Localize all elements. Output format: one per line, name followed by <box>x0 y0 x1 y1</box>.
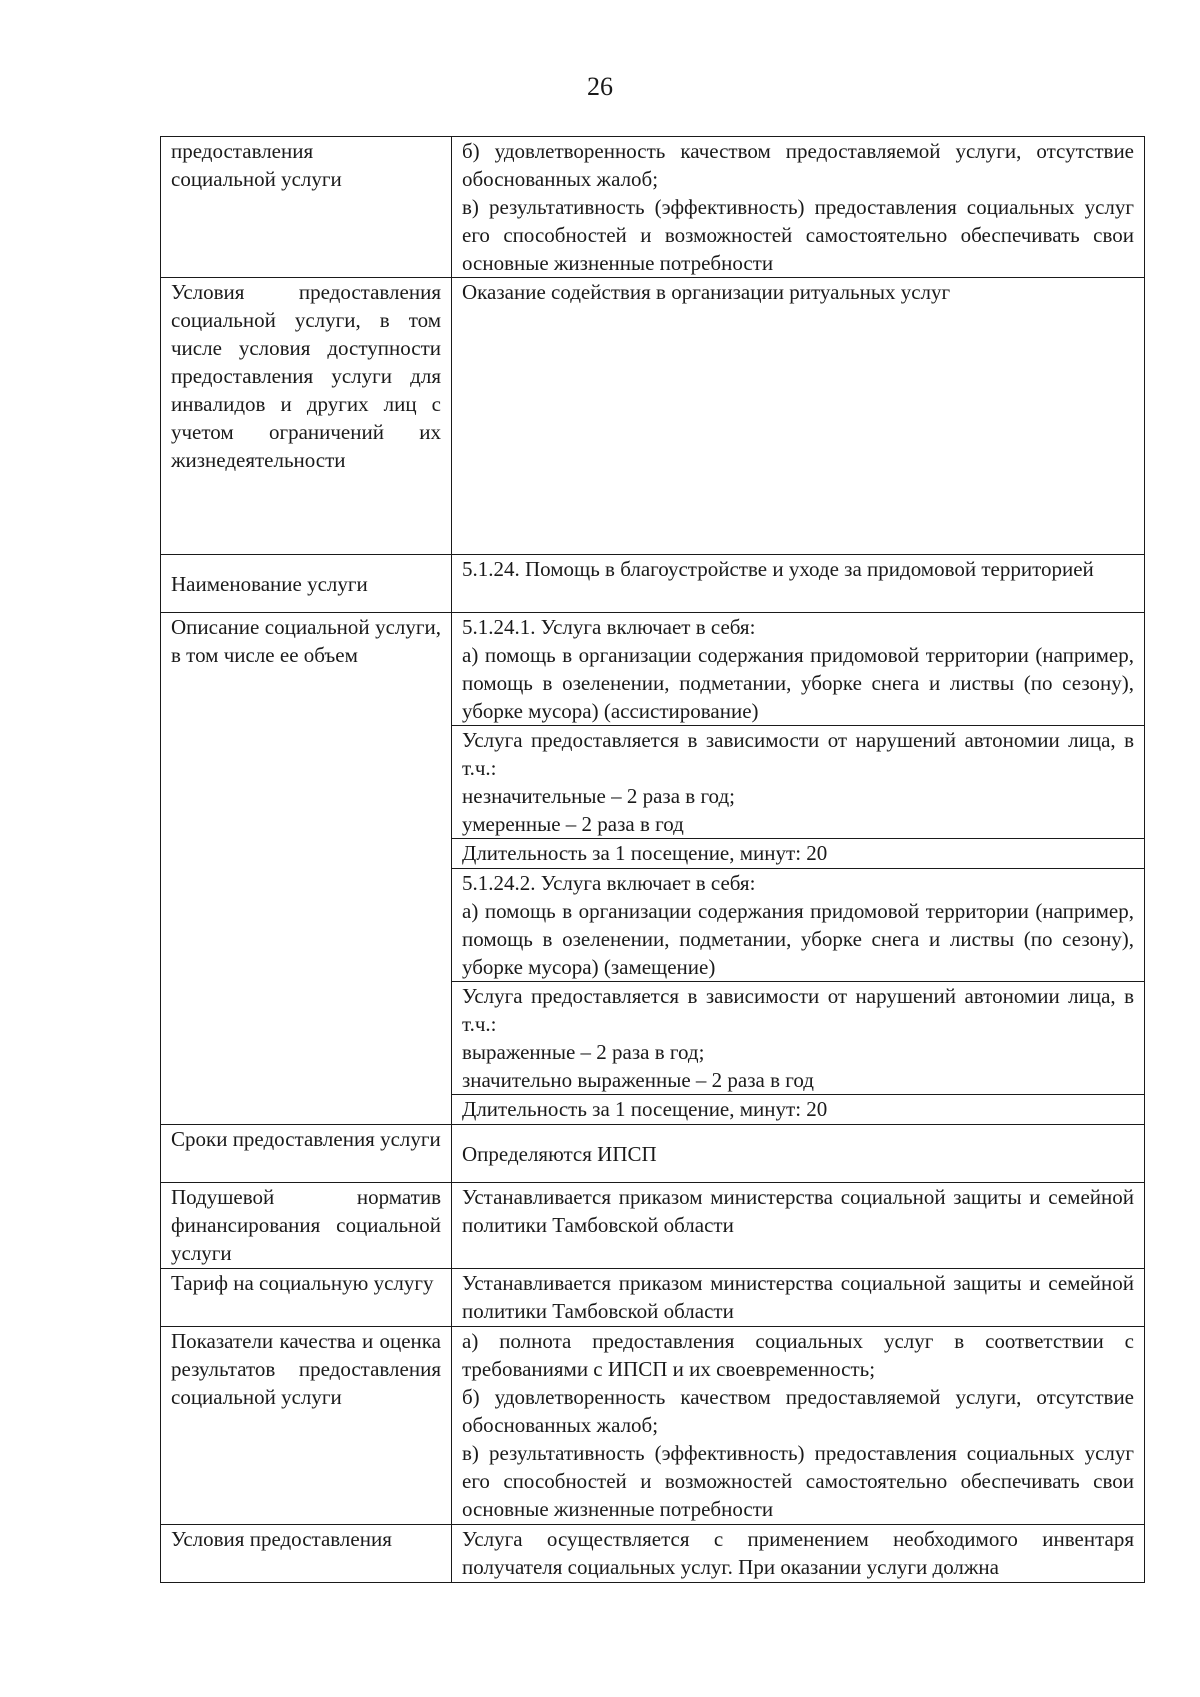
cell-text: Условия предоставления социальной услуги, в том числе условия доступности предоставления услуги для инвалидов и других лиц с учетом ограничений их жизнедеятельности <box>171 280 441 472</box>
table-row <box>161 1269 1145 1327</box>
cell-text: б) удовлетворенность качеством предоставляемой услуги, отсутствие обоснованных жалоб; <box>462 1385 1134 1437</box>
row-value-cell <box>452 982 1145 1095</box>
table-row <box>161 1183 1145 1269</box>
table-row <box>161 613 1145 726</box>
row-value-cell <box>452 1125 1145 1183</box>
cell-text: Услуга предоставляется в зависимости от нарушений автономии лица, в т.ч.: <box>462 984 1134 1036</box>
row-value-cell <box>452 869 1145 982</box>
row-label-cell <box>161 1269 452 1327</box>
row-value-cell <box>452 1327 1145 1525</box>
cell-text: а) помощь в организации содержания придомовой территории (например, помощь в озеленении, подметании, уборке снега и листвы (по сезону), уборке мусора) (замещение) <box>462 899 1134 979</box>
row-value-cell <box>452 1095 1145 1125</box>
cell-text: в) результативность (эффективность) предоставления социальных услуг его способностей и возможностей самостоятельно обеспечивать свои основные жизненные потребности <box>462 1441 1134 1521</box>
cell-text: 5.1.24.2. Услуга включает в себя: <box>462 871 756 895</box>
page-number: 26 <box>587 72 613 101</box>
row-label-cell <box>161 613 452 1125</box>
table-row <box>161 555 1145 613</box>
cell-text: 5.1.24.1. Услуга включает в себя: <box>462 615 756 639</box>
row-label-cell <box>161 1183 452 1269</box>
cell-text: выраженные – 2 раза в год; <box>462 1040 705 1064</box>
row-value-cell <box>452 137 1145 278</box>
cell-text: б) удовлетворенность качеством предоставляемой услуги, отсутствие обоснованных жалоб; <box>462 139 1134 191</box>
cell-text: в) результативность (эффективность) предоставления социальных услуг его способностей и возможностей самостоятельно обеспечивать свои основные жизненные потребности <box>462 195 1134 275</box>
row-value-cell <box>452 1183 1145 1269</box>
service-name-text: 5.1.24. Помощь в благоустройстве и уходе за придомовой территорией <box>462 557 1094 581</box>
cell-text: Устанавливается приказом министерства социальной защиты и семейной политики Тамбовской области <box>462 1185 1134 1237</box>
cell-text: а) помощь в организации содержания придомовой территории (например, помощь в озеленении, подметании, уборке снега и листвы (по сезону), уборке мусора) (ассистирование) <box>462 643 1134 723</box>
row-value-cell <box>452 555 1145 613</box>
duration-text: Длительность за 1 посещение, минут: 20 <box>462 841 828 865</box>
cell-text: незначительные – 2 раза в год; <box>462 784 735 808</box>
cell-text: Услуга предоставляется в зависимости от нарушений автономии лица, в т.ч.: <box>462 728 1134 780</box>
row-value-cell <box>452 278 1145 555</box>
cell-text: Тариф на социальную услугу <box>171 1271 434 1295</box>
cell-text: Оказание содействия в организации ритуальных услуг <box>462 280 951 304</box>
cell-text: Условия предоставления <box>171 1527 392 1551</box>
row-label-cell <box>161 555 452 613</box>
cell-text: Услуга осуществляется с применением необходимого инвентаря получателя социальных услуг. При оказании услуги должна <box>462 1527 1134 1579</box>
cell-text: предоставления <box>171 139 314 163</box>
cell-text: Наименование услуги <box>171 571 368 596</box>
row-label-cell <box>161 1125 452 1183</box>
row-label-cell <box>161 1327 452 1525</box>
table-row <box>161 1525 1145 1583</box>
row-value-cell <box>452 839 1145 869</box>
cell-text: Показатели качества и оценка результатов предоставления социальной услуги <box>171 1329 441 1409</box>
row-label-cell <box>161 137 452 278</box>
cell-text: а) полнота предоставления социальных услуг в соответствии с требованиями с ИПСП и их своевременность; <box>462 1329 1134 1381</box>
row-label-cell <box>161 1525 452 1583</box>
cell-text: Устанавливается приказом министерства социальной защиты и семейной политики Тамбовской области <box>462 1271 1134 1323</box>
table-row <box>161 1125 1145 1183</box>
cell-text: социальной услуги <box>171 167 342 191</box>
cell-text: Определяются ИПСП <box>462 1141 657 1166</box>
table-row <box>161 278 1145 555</box>
row-value-cell <box>452 613 1145 726</box>
row-value-cell <box>452 1525 1145 1583</box>
cell-text: значительно выраженные – 2 раза в год <box>462 1068 814 1092</box>
cell-text: Сроки предоставления услуги <box>171 1127 441 1151</box>
table-row <box>161 1327 1145 1525</box>
duration-text: Длительность за 1 посещение, минут: 20 <box>462 1097 828 1121</box>
row-label-cell <box>161 278 452 555</box>
table-row <box>161 137 1145 278</box>
cell-text: Подушевой норматив финансирования социальной услуги <box>171 1185 441 1265</box>
service-standard-table <box>160 136 1145 1583</box>
row-value-cell <box>452 726 1145 839</box>
cell-text: умеренные – 2 раза в год <box>462 812 684 836</box>
cell-text: Описание социальной услуги, в том числе ее объем <box>171 615 441 667</box>
row-value-cell <box>452 1269 1145 1327</box>
